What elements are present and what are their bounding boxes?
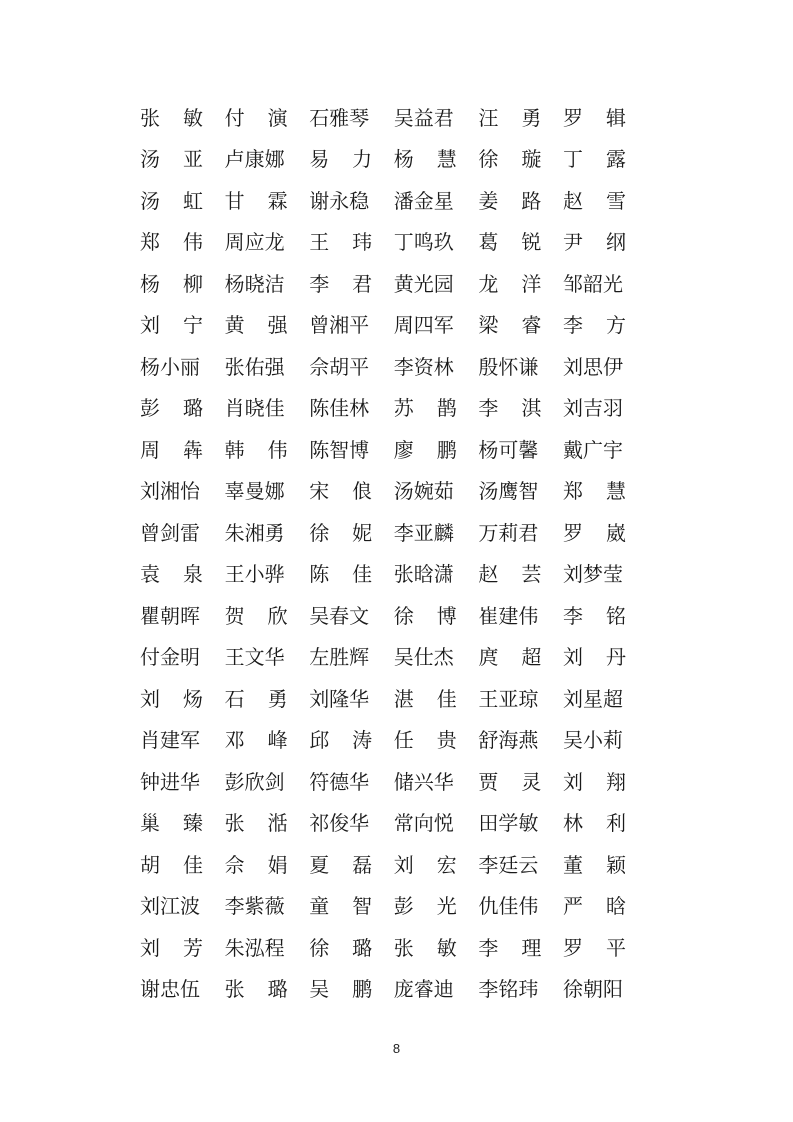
person-name: 吴小莉 (562, 728, 623, 753)
name-cell (140, 429, 225, 471)
name-row (140, 139, 636, 181)
name-cell (140, 139, 225, 181)
name-cell (394, 471, 479, 513)
name-cell (394, 554, 479, 596)
name-cell (140, 388, 225, 430)
name-cell (140, 97, 225, 139)
name-cell (225, 97, 310, 139)
person-name: 刘宏 (393, 852, 457, 877)
name-cell (478, 678, 563, 720)
person-name: 杨小丽 (140, 354, 200, 379)
person-name: 姜路 (478, 188, 542, 213)
person-name: 周四军 (393, 313, 454, 338)
name-cell (563, 927, 626, 969)
person-name: 戴广宇 (562, 437, 623, 462)
name-cell (394, 512, 479, 554)
name-cell (394, 678, 479, 720)
person-name: 汤亚 (140, 147, 203, 172)
name-cell (309, 346, 394, 388)
person-name: 杨可馨 (478, 437, 539, 462)
name-cell (309, 429, 394, 471)
name-cell (225, 429, 310, 471)
person-name: 杨慧 (393, 147, 457, 172)
name-cell (140, 803, 225, 845)
person-name: 徐璇 (478, 147, 542, 172)
name-cell (394, 388, 479, 430)
name-cell (478, 595, 563, 637)
name-cell (563, 346, 626, 388)
name-cell (394, 346, 479, 388)
person-name: 石雅琴 (309, 105, 370, 130)
person-name: 曾剑雷 (140, 520, 200, 545)
person-name: 刘梦莹 (562, 562, 623, 587)
name-cell (225, 512, 310, 554)
name-cell (309, 803, 394, 845)
name-cell (309, 927, 394, 969)
person-name: 巢臻 (140, 811, 203, 836)
name-row (140, 512, 636, 554)
name-cell (309, 512, 394, 554)
name-cell (225, 263, 310, 305)
name-cell (309, 471, 394, 513)
person-name: 张佑强 (224, 354, 285, 379)
person-name: 吴春文 (309, 603, 370, 628)
name-cell (478, 471, 563, 513)
name-cell (563, 803, 626, 845)
name-cell (394, 927, 479, 969)
person-name: 庹超 (478, 645, 542, 670)
name-cell (394, 844, 479, 886)
name-cell (225, 969, 310, 1011)
person-name: 王文华 (224, 645, 285, 670)
person-name: 李淇 (478, 396, 542, 421)
name-cell (309, 844, 394, 886)
name-row (140, 346, 636, 388)
name-cell (563, 139, 626, 181)
person-name: 罗辑 (562, 105, 626, 130)
name-cell (394, 139, 479, 181)
person-name: 朱湘勇 (224, 520, 285, 545)
name-cell (478, 844, 563, 886)
name-cell (225, 471, 310, 513)
name-cell (478, 720, 563, 762)
person-name: 彭光 (393, 894, 457, 919)
name-cell (140, 222, 225, 264)
name-row (140, 678, 636, 720)
name-cell (140, 595, 225, 637)
name-row (140, 803, 636, 845)
name-cell (309, 222, 394, 264)
person-name: 殷怀谦 (478, 354, 539, 379)
name-row (140, 844, 636, 886)
person-name: 胡佳 (140, 852, 203, 877)
person-name: 储兴华 (393, 769, 454, 794)
name-cell (478, 927, 563, 969)
name-cell (563, 388, 626, 430)
person-name: 刘隆华 (309, 686, 370, 711)
person-name: 湛佳 (393, 686, 457, 711)
name-cell (394, 222, 479, 264)
person-name: 曾湘平 (309, 313, 370, 338)
person-name: 周应龙 (224, 230, 285, 255)
person-name: 龙洋 (478, 271, 542, 296)
person-name: 王小骅 (224, 562, 285, 587)
person-name: 钟进华 (140, 769, 200, 794)
person-name: 李铭玮 (478, 977, 539, 1002)
name-cell (309, 595, 394, 637)
person-name: 卢康娜 (224, 147, 285, 172)
name-cell (140, 678, 225, 720)
name-cell (394, 637, 479, 679)
name-cell (140, 969, 225, 1011)
person-name: 葛锐 (478, 230, 542, 255)
name-cell (309, 97, 394, 139)
person-name: 刘宁 (140, 313, 203, 338)
person-name: 严晗 (562, 894, 626, 919)
person-name: 李君 (309, 271, 373, 296)
name-cell (140, 844, 225, 886)
person-name: 尹纲 (562, 230, 626, 255)
person-name: 廖鹏 (393, 437, 457, 462)
name-cell (478, 969, 563, 1011)
person-name: 赵雪 (562, 188, 626, 213)
person-name: 肖建军 (140, 728, 200, 753)
person-name: 陈佳林 (309, 396, 370, 421)
name-cell (563, 969, 626, 1011)
person-name: 杨柳 (140, 271, 203, 296)
name-cell (309, 305, 394, 347)
person-name: 汤婉茹 (393, 479, 454, 504)
name-cell (225, 346, 310, 388)
name-cell (140, 927, 225, 969)
person-name: 丁鸣玖 (393, 230, 454, 255)
person-name: 杨晓洁 (224, 271, 285, 296)
person-name: 王玮 (309, 230, 373, 255)
person-name: 张敏 (393, 935, 457, 960)
name-cell (309, 969, 394, 1011)
name-cell (563, 97, 626, 139)
person-name: 刘炀 (140, 686, 203, 711)
name-cell (140, 346, 225, 388)
name-cell (140, 637, 225, 679)
name-cell (563, 512, 626, 554)
name-cell (140, 554, 225, 596)
name-row (140, 429, 636, 471)
person-name: 赵芸 (478, 562, 542, 587)
name-cell (309, 180, 394, 222)
person-name: 徐博 (393, 603, 457, 628)
name-row (140, 180, 636, 222)
person-name: 石勇 (224, 686, 288, 711)
name-cell (478, 388, 563, 430)
name-cell (478, 886, 563, 928)
person-name: 刘芳 (140, 935, 203, 960)
name-cell (563, 886, 626, 928)
person-name: 邱涛 (309, 728, 373, 753)
person-name: 刘丹 (562, 645, 626, 670)
person-name: 常向悦 (393, 811, 454, 836)
person-name: 邓峰 (224, 728, 288, 753)
name-cell (563, 761, 626, 803)
person-name: 付金明 (140, 645, 200, 670)
name-cell (309, 720, 394, 762)
person-name: 刘江波 (140, 894, 200, 919)
person-name: 童智 (309, 894, 373, 919)
person-name: 朱泓程 (224, 935, 285, 960)
person-name: 刘湘怡 (140, 479, 200, 504)
person-name: 祁俊华 (309, 811, 370, 836)
name-row (140, 97, 636, 139)
person-name: 李方 (562, 313, 626, 338)
person-name: 庞睿迪 (393, 977, 454, 1002)
person-name: 万莉君 (478, 520, 539, 545)
names-grid (140, 97, 636, 1010)
name-cell (309, 554, 394, 596)
person-name: 田学敏 (478, 811, 539, 836)
name-cell (225, 139, 310, 181)
person-name: 林利 (562, 811, 626, 836)
name-cell (225, 761, 310, 803)
name-cell (563, 263, 626, 305)
name-cell (394, 886, 479, 928)
person-name: 刘思伊 (562, 354, 623, 379)
person-name: 李亚麟 (393, 520, 454, 545)
name-cell (394, 720, 479, 762)
person-name: 徐妮 (309, 520, 373, 545)
name-cell (394, 263, 479, 305)
person-name: 李资林 (393, 354, 454, 379)
person-name: 黄光园 (393, 271, 454, 296)
name-cell (563, 471, 626, 513)
person-name: 袁泉 (140, 562, 203, 587)
person-name: 黄强 (224, 313, 288, 338)
name-row (140, 263, 636, 305)
person-name: 佘娟 (224, 852, 288, 877)
person-name: 汪勇 (478, 105, 542, 130)
name-cell (309, 263, 394, 305)
name-cell (563, 305, 626, 347)
name-cell (478, 97, 563, 139)
name-cell (478, 180, 563, 222)
person-name: 付演 (224, 105, 288, 130)
name-row (140, 761, 636, 803)
name-cell (478, 637, 563, 679)
person-name: 陈智博 (309, 437, 370, 462)
person-name: 李廷云 (478, 852, 539, 877)
name-cell (563, 595, 626, 637)
name-row (140, 305, 636, 347)
person-name: 仇佳伟 (478, 894, 539, 919)
name-cell (225, 637, 310, 679)
name-row (140, 720, 636, 762)
name-cell (140, 886, 225, 928)
name-cell (140, 180, 225, 222)
name-cell (394, 429, 479, 471)
person-name: 贾灵 (478, 769, 542, 794)
name-cell (478, 263, 563, 305)
name-cell (225, 554, 310, 596)
name-cell (225, 886, 310, 928)
name-cell (563, 844, 626, 886)
name-cell (225, 803, 310, 845)
person-name: 罗崴 (562, 520, 626, 545)
person-name: 李理 (478, 935, 542, 960)
person-name: 谢忠伍 (140, 977, 200, 1002)
person-name: 刘翔 (562, 769, 626, 794)
name-cell (140, 761, 225, 803)
person-name: 任贵 (393, 728, 457, 753)
name-cell (140, 512, 225, 554)
person-name: 甘霖 (224, 188, 288, 213)
person-name: 徐璐 (309, 935, 373, 960)
name-cell (478, 512, 563, 554)
person-name: 董颖 (562, 852, 626, 877)
name-cell (478, 305, 563, 347)
name-cell (225, 678, 310, 720)
name-cell (394, 969, 479, 1011)
name-cell (140, 305, 225, 347)
name-cell (563, 180, 626, 222)
name-row (140, 969, 636, 1011)
name-cell (394, 803, 479, 845)
name-row (140, 595, 636, 637)
name-cell (478, 222, 563, 264)
person-name: 罗平 (562, 935, 626, 960)
name-row (140, 388, 636, 430)
person-name: 张敏 (140, 105, 203, 130)
name-cell (478, 554, 563, 596)
name-cell (309, 388, 394, 430)
name-cell (140, 263, 225, 305)
person-name: 夏磊 (309, 852, 373, 877)
name-cell (478, 429, 563, 471)
name-cell (394, 97, 479, 139)
person-name: 肖晓佳 (224, 396, 285, 421)
person-name: 陈佳 (309, 562, 373, 587)
person-name: 佘胡平 (309, 354, 370, 379)
person-name: 张璐 (224, 977, 288, 1002)
name-cell (309, 637, 394, 679)
name-cell (225, 180, 310, 222)
person-name: 符德华 (309, 769, 370, 794)
name-cell (563, 678, 626, 720)
name-cell (225, 595, 310, 637)
name-row (140, 637, 636, 679)
person-name: 彭璐 (140, 396, 203, 421)
name-cell (478, 139, 563, 181)
person-name: 潘金星 (393, 188, 454, 213)
person-name: 辜曼娜 (224, 479, 285, 504)
name-cell (309, 761, 394, 803)
name-cell (563, 429, 626, 471)
name-row (140, 222, 636, 264)
name-cell (478, 803, 563, 845)
person-name: 郑伟 (140, 230, 203, 255)
name-cell (225, 305, 310, 347)
person-name: 宋俍 (309, 479, 373, 504)
name-cell (225, 720, 310, 762)
name-cell (394, 761, 479, 803)
name-cell (563, 720, 626, 762)
person-name: 张湉 (224, 811, 288, 836)
person-name: 李铭 (562, 603, 626, 628)
person-name: 韩伟 (224, 437, 288, 462)
page-number: 8 (392, 1041, 401, 1056)
name-cell (225, 844, 310, 886)
name-cell (225, 222, 310, 264)
person-name: 徐朝阳 (562, 977, 623, 1002)
person-name: 舒海燕 (478, 728, 539, 753)
person-name: 谢永稳 (309, 188, 370, 213)
name-cell (478, 346, 563, 388)
person-name: 左胜辉 (309, 645, 370, 670)
name-cell (563, 554, 626, 596)
name-cell (309, 678, 394, 720)
person-name: 周犇 (140, 437, 203, 462)
name-cell (309, 886, 394, 928)
name-cell (225, 927, 310, 969)
name-cell (563, 222, 626, 264)
person-name: 汤虹 (140, 188, 203, 213)
person-name: 王亚琼 (478, 686, 539, 711)
person-name: 邹韶光 (562, 271, 623, 296)
name-cell (140, 720, 225, 762)
name-cell (394, 305, 479, 347)
person-name: 梁睿 (478, 313, 542, 338)
person-name: 李紫薇 (224, 894, 285, 919)
name-cell (225, 388, 310, 430)
person-name: 汤鹰智 (478, 479, 539, 504)
name-row (140, 554, 636, 596)
person-name: 吴仕杰 (393, 645, 454, 670)
person-name: 刘吉羽 (562, 396, 623, 421)
name-cell (394, 595, 479, 637)
name-row (140, 927, 636, 969)
person-name: 张晗潇 (393, 562, 454, 587)
person-name: 易力 (309, 147, 373, 172)
person-name: 崔建伟 (478, 603, 539, 628)
person-name: 瞿朝晖 (140, 603, 200, 628)
name-row (140, 886, 636, 928)
person-name: 丁露 (562, 147, 626, 172)
name-cell (563, 637, 626, 679)
name-row (140, 471, 636, 513)
name-cell (478, 761, 563, 803)
person-name: 吴益君 (393, 105, 454, 130)
person-name: 苏鹊 (393, 396, 457, 421)
name-cell (140, 471, 225, 513)
name-cell (394, 180, 479, 222)
person-name: 彭欣剑 (224, 769, 285, 794)
person-name: 刘星超 (562, 686, 623, 711)
person-name: 郑慧 (562, 479, 626, 504)
name-cell (309, 139, 394, 181)
person-name: 贺欣 (224, 603, 288, 628)
person-name: 吴鹏 (309, 977, 373, 1002)
